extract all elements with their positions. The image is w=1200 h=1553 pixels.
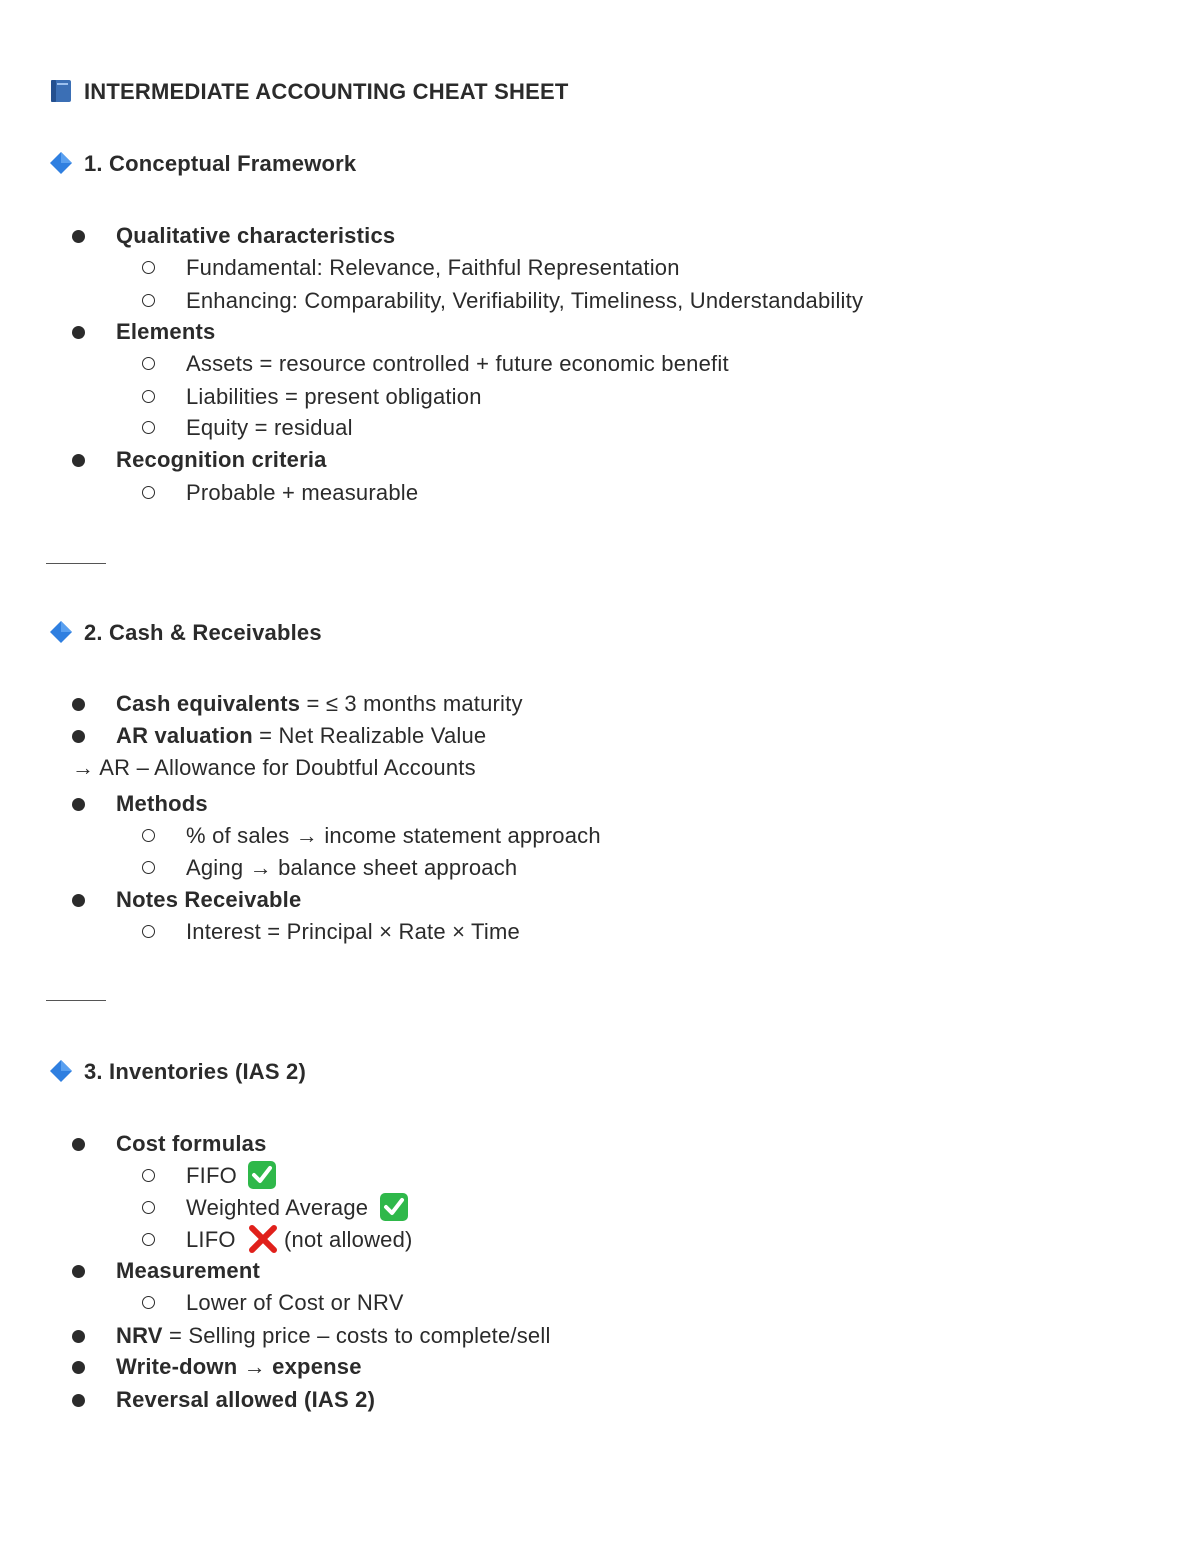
item-text: Equity = residual [186,415,353,440]
list-item [116,688,523,720]
list-item [116,220,395,252]
sub-list-item [186,1192,409,1224]
bullet [72,1330,85,1343]
list-item [116,720,486,752]
list-item [116,1128,267,1160]
sub-list-item [186,477,418,509]
item-text: = ≤ 3 months maturity [300,691,523,716]
book-icon [48,78,74,104]
hollow-bullet [142,357,155,370]
sub-list-item [186,820,601,852]
hollow-bullet [142,294,155,307]
bullet [72,730,85,743]
section-heading-text: 1. Conceptual Framework [84,151,357,176]
bullet [72,1394,85,1407]
sub-list-item [186,412,353,444]
bullet [72,698,85,711]
item-text: = Selling price – costs to complete/sell [162,1323,551,1348]
sub-list-item [186,1224,413,1256]
bullet [72,1361,85,1374]
bullet [72,798,85,811]
item-label: NRV [116,1323,163,1348]
item-text: Weighted Average [186,1195,369,1220]
list-item [116,316,215,348]
item-label: Reversal allowed (IAS 2) [116,1387,376,1412]
blue-diamond-icon [48,1058,74,1084]
item-text: Enhancing: Comparability, Verifiability, Timeliness, Understandability [186,288,864,313]
cross-mark-icon [246,1224,280,1254]
sub-list-item [186,381,482,413]
item-text: Assets = resource controlled + future economic benefit [186,351,729,376]
section-heading-text: 3. Inventories (IAS 2) [84,1059,307,1084]
hollow-bullet [142,829,155,842]
item-text: Fundamental: Relevance, Faithful Representation [186,255,680,280]
sub-list-item [186,916,520,948]
section-heading-conceptual-framework [48,148,356,180]
list-item [116,1255,260,1287]
list-item [116,444,327,476]
item-text: Interest = Principal × Rate × Time [186,919,520,944]
section-heading-inventories [48,1056,306,1088]
hollow-bullet [142,925,155,938]
item-label: Elements [116,319,216,344]
item-note: (not allowed) [284,1227,413,1252]
bullet [72,230,85,243]
item-label: Cash equivalents [116,691,301,716]
item-label: Qualitative characteristics [116,223,396,248]
bullet [72,1265,85,1278]
section-divider [46,563,106,564]
hollow-bullet [142,1233,155,1246]
sub-list-item [186,1287,404,1319]
blue-diamond-icon [48,619,74,645]
list-item [116,1320,551,1352]
page-title [48,76,568,108]
bullet [72,1138,85,1151]
list-item [116,1351,362,1383]
bullet [72,326,85,339]
hollow-bullet [142,421,155,434]
blue-diamond-icon [48,150,74,176]
item-label: Recognition criteria [116,447,327,472]
list-item [116,788,208,820]
check-mark-icon [247,1160,277,1190]
section-heading-cash-receivables [48,617,322,649]
hollow-bullet [142,390,155,403]
item-text: Lower of Cost or NRV [186,1290,404,1315]
item-text: Aging → balance sheet approach [186,855,518,880]
bullet [72,894,85,907]
section-divider [46,1000,106,1001]
title-text: INTERMEDIATE ACCOUNTING CHEAT SHEET [84,79,569,104]
sub-list-item [186,285,863,317]
ar-formula-note: → AR – Allowance for Doubtful Accounts [72,755,476,780]
hollow-bullet [142,1169,155,1182]
sub-list-item [186,252,680,284]
bullet [72,454,85,467]
check-mark-icon [379,1192,409,1222]
hollow-bullet [142,1201,155,1214]
item-label: Write-down → expense [116,1354,362,1379]
list-item [116,1384,375,1416]
item-text: % of sales → income statement approach [186,823,601,848]
list-item [116,884,301,916]
sub-list-item [186,348,729,380]
item-text: Probable + measurable [186,480,419,505]
hollow-bullet [142,261,155,274]
item-text: FIFO [186,1163,237,1188]
section-heading-text: 2. Cash & Receivables [84,620,322,645]
item-label: Cost formulas [116,1131,267,1156]
hollow-bullet [142,861,155,874]
item-label: Methods [116,791,208,816]
sub-list-item [186,1160,277,1192]
item-label: AR valuation [116,723,253,748]
item-label: Measurement [116,1258,261,1283]
item-text: = Net Realizable Value [252,723,487,748]
hollow-bullet [142,1296,155,1309]
item-label: Notes Receivable [116,887,302,912]
sub-list-item [186,852,517,884]
item-text: LIFO [186,1227,236,1252]
item-text: Liabilities = present obligation [186,384,482,409]
hollow-bullet [142,486,155,499]
